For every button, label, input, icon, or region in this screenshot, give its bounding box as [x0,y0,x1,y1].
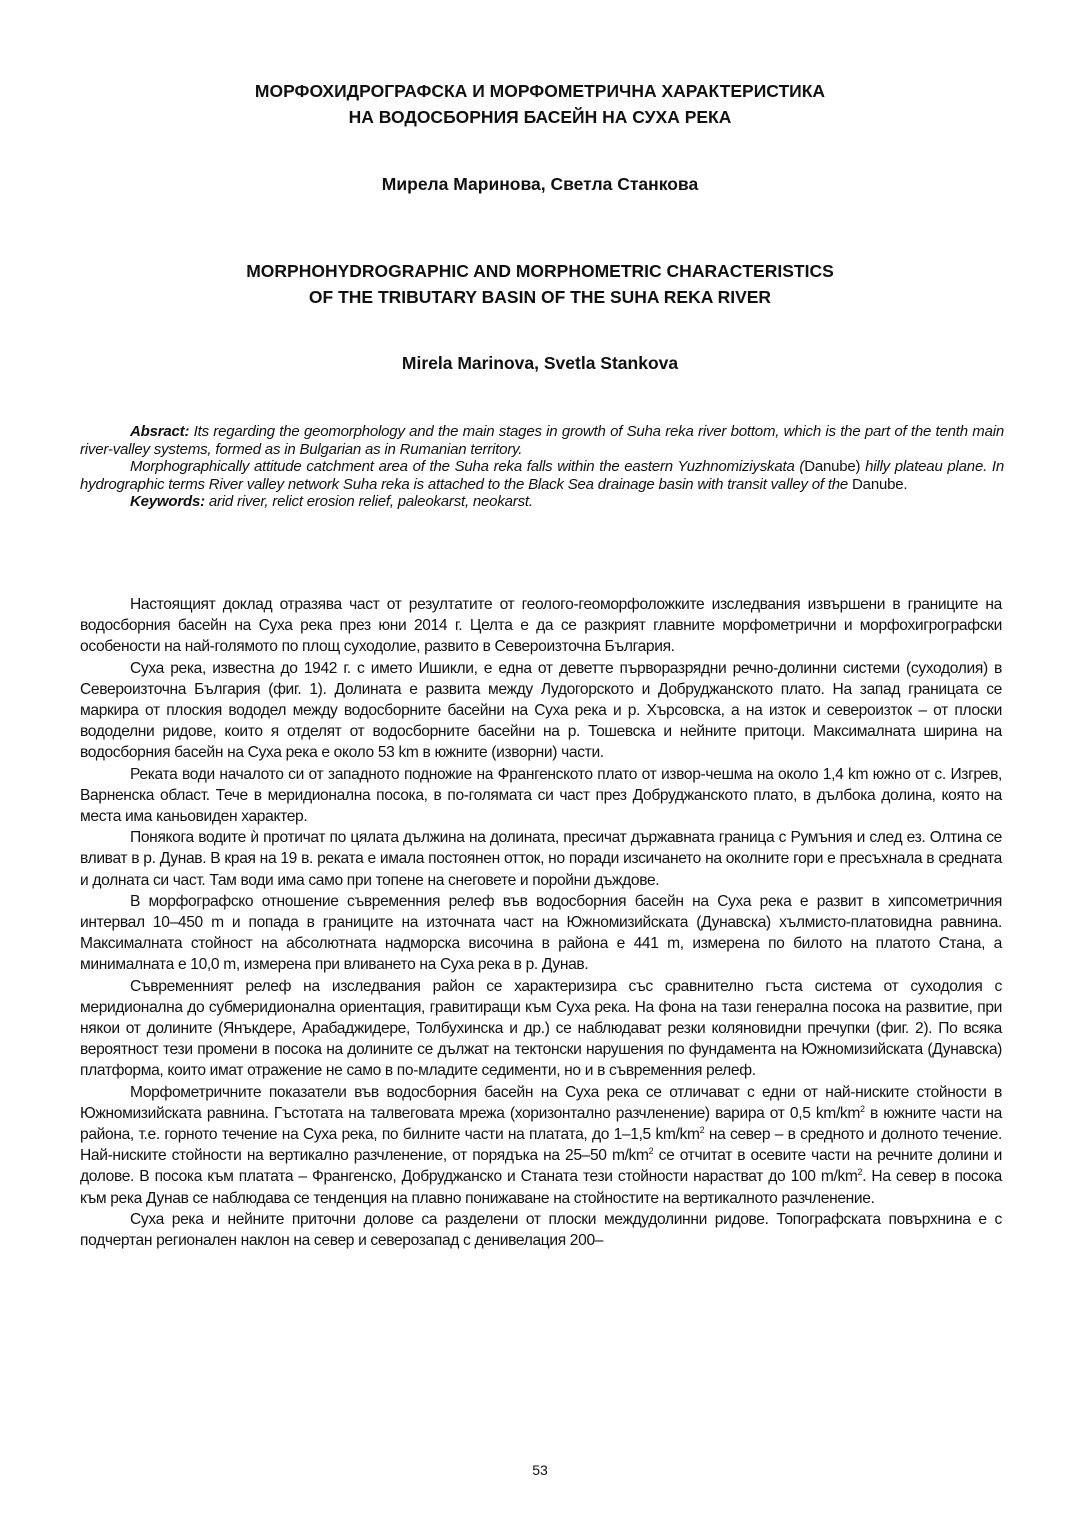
abstract [80,423,1004,511]
paragraph: Съвременният релеф на изследвания район се характеризира със сравнително гъста система от суходолия с меридионална до субмеридионална ориентация, гравитиращи към Суха река. На фона на тази генерална посока на развитие, при някои от долините (Янъкдере, Арабаджидере, Толбухинска и др.) се наблюдават резки коляновидни пречупки (фиг. 2). По всяка вероятност тези промени в посока на долините се дължат на тектонски нарушения по фундамента на Южномизийската (Дунавска) платформа, които имат отражение не само в по-младите седименти, но и в съвременния релеф. [80,977,1002,1080]
title-bg-line-1: МОРФОХИДРОГРАФСКА И МОРФОМЕТРИЧНА ХАРАКТЕРИСТИКА [254,81,826,101]
paragraph: Понякога водите ѝ протичат по цялата дължина на долината, пресичат държавната граница с Румъния и след ез. Олтина се вливат в р. Дунав. В края на 19 в. реката е имала постоянен отток, но поради изсичането на околните гори е пресъхнала в средната и долната си част. Там води има само при топене на снеговете и поройни дъждове. [80,829,1002,889]
superscript: 2 [648,1146,654,1157]
superscript: 2 [699,1124,705,1135]
abstract-text-2c: hilly plateau plane. In hydrographic terms River valley network Suha reka is attached to the Black Sea drainage basin with transit valley of the [80,458,1004,493]
abstract-text-2b: Danube) [804,458,861,475]
abstract-text-1: Its regarding the geomorphology and the main stages in growth of Suha reka river bottom, which is the part of the tenth main river-valley systems, formed as in Bulgarian as in Rumanian territory. [80,423,1004,458]
text-segment: Морфометричните показатели във водосборния басейн на Суха река се отличават с едни от най-ниските стойности в Южномизийската равнина. Гъстотата на талвеговата мрежа (хоризонтално разчленение) варира от 0,5 km/km [80,1083,1002,1122]
paragraph: В морфографско отношение съвременния релеф във водосборния басейн на Суха река е развит в хипсометричния интервал 10–450 m и попада в границите на източната част на Южномизийската (Дунавска) хълмисто-платовидна равнина. Максималната стойност на абсолютната надморска височина в района е 441 m, измерена по билото на платото Стана, а минималната е 10,0 m, измерена при вливането на Суха река в р. Дунав. [80,892,1002,974]
body-text [80,594,1002,1251]
paragraph: Суха река, известна до 1942 г. с името Ишикли, е една от деветте първоразрядни речно-долинни системи (суходолия) в Североизточна България (фиг. 1). Долината е развита между Лудогорското и Добруджанското плато. На запад границата се маркира от плоския вододел между водосборните басейни на Суха река и р. Хърсовска, а на изток и североизток – от плоски вододелни ридове, които я отделят от водосборните басейни на р. Тошевска и нейните притоци. Максималната ширина на водосборния басейн на Суха река е около 53 km в южните (изворни) части. [80,659,1002,762]
abstract-text-2d: Danube. [852,475,908,493]
abstract-label: Absract: [130,423,190,440]
superscript: 2 [860,1103,865,1114]
title-en-line-2: OF THE TRIBUTARY BASIN OF THE SUHA REKA RIVER [308,287,772,307]
title-en-line-1: MORPHOHYDROGRAPHIC AND MORPHOMETRIC CHARACTERISTICS [246,261,834,281]
keywords-label: Keywords: [130,493,205,510]
text-segment: . На север в посока към река Дунав се наблюдава се тенденция на плавно понижаване на стойностите на вертикалното разчленение. [80,1168,1002,1207]
paragraph: Реката води началото си от западното подножие на Франгенското плато от извор-чешма на около 1,4 km южно от с. Изгрев, Варненска област. Тече в меридионална посока, в по-голямата си част през Добруджанското плато, в дълбока долина, която на места има каньовиден характер. [80,765,1002,826]
keywords [80,493,1004,511]
page-number: 53 [532,1462,548,1478]
paragraph: Суха река и нейните приточни долове са разделени от плоски междудолинни ридове. Топографската повърхнина е с подчертан регионален наклон на север и северозапад с денивелация 200– [80,1210,1002,1250]
title-bulgarian [0,78,1080,130]
paragraph-morphometric [80,1082,1002,1209]
abstract-paragraph-2 [80,458,1004,493]
paragraph: Настоящият доклад отразява част от резултатите от геолого-геоморфоложките изследвания извършени в границите на водосборния басейн на Суха река през юни 2014 г. Целта е да се разкрият главните морфометрични и морфохигрографски особености на най-голямото по площ суходолие, развито в Североизточна България. [80,596,1002,656]
text-segment: в южните части на района, т.е. горното течение на Суха река, по билните части на платата, до 1–1,5 km/km [80,1104,1002,1144]
superscript: 2 [857,1167,863,1178]
authors-bulgarian: Мирела Маринова, Светла Станкова [381,174,699,194]
authors-english: Mirela Marinova, Svetla Stankova [401,353,679,373]
text-segment: се отчитат в осевите части на речните долини и долове. В посока към платата – Франгенско, Добруджанско и Станата тези стойности нарастват до 100 m/km [80,1147,1002,1186]
title-english [0,258,1080,310]
title-bg-line-2: НА ВОДОСБОРНИЯ БАСЕЙН НА СУХА РЕКА [348,107,732,127]
text-segment: на север – в средното и долното течение. Най-ниските стойности на вертикално разчленение, от порядъка на 25–50 m/km [80,1126,1002,1165]
keywords-text: arid river, relict erosion relief, paleokarst, neokarst. [204,493,533,510]
abstract-text-2a: Morphographically attitude catchment area of the Suha reka falls within the eastern Yuzhnomiziyskata ( [130,458,805,475]
abstract-paragraph-1 [80,423,1004,458]
